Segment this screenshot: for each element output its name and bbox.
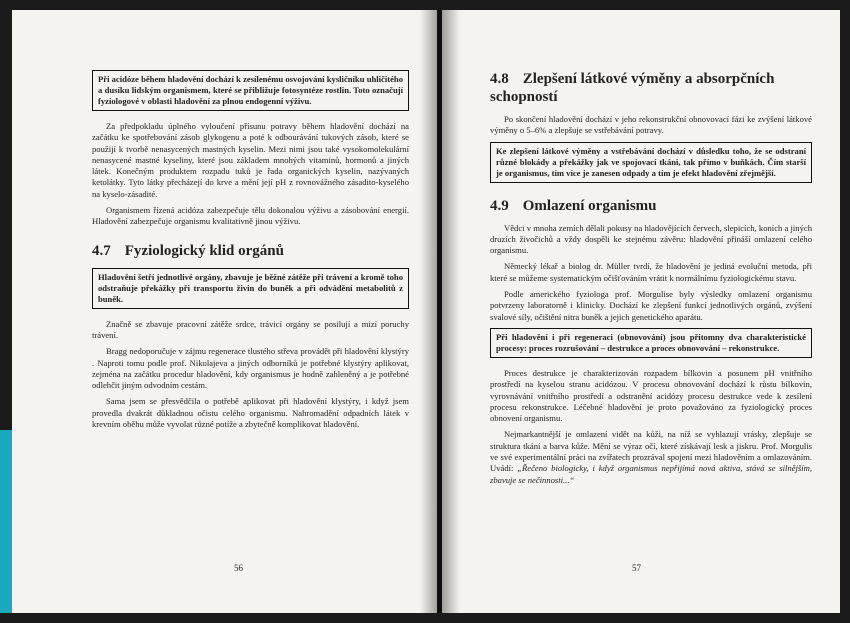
highlight-box: Při hladovění i při regeneraci (obnovování) jsou přítomny dva charakteristické procesy: proces rozrušování – destrukce a proces obnovování – rekonstrukce. (490, 328, 812, 358)
section-title: Zlepšení látkové výměny a absorpčních schopností (490, 71, 775, 105)
section-title: Omlazení organismu (522, 197, 657, 214)
section-heading (92, 242, 409, 260)
left-page (12, 10, 437, 613)
highlight-box: Při acidóze během hladovění dochází k zesílenému osvojování kysličníku uhličitého a dusíku lidským organismem, které se přibližuje fotosyntéze rostlin. Toto označují fyziologové v oblasti hladovění za plnou endogenní výživu. (92, 70, 409, 111)
right-page (442, 10, 840, 613)
highlight-box: Hladovění šetří jednotlivé orgány, zbavuje je běžné zátěže při trávení a kromě toho odstraňuje překážky při transportu živin do buněk a při odvádění metabolitů z buněk. (92, 268, 409, 309)
quote: „Řečeno biologicky, i když organismus nepřijímá nová aktiva, stává se silnějším, zbavuje se nečinnosti...“ (490, 463, 812, 485)
section-number: 4.9 (490, 197, 509, 214)
paragraph: Značně se zbavuje pracovní zátěže srdce, trávicí orgány se posilují a mizí poruchy trávení. (92, 318, 409, 340)
paragraph (490, 429, 812, 485)
page-number: 57 (632, 563, 641, 573)
paragraph: Organismem řízená acidóza zabezpečuje tělu dokonalou výživu a zásobování energií. Hladovění zabezpečuje organismu kvalitativně jinou výživu. (92, 205, 409, 227)
section-heading (490, 70, 812, 106)
paragraph: Podle amerického fyziologa prof. Morgulise byly výsledky omlazení organismu potvrzeny laboratorně i klinicky. Dochází ke zlepšení funkcí jednotlivých orgánů, zvýšení svalové síly, očištění nitra buněk a jejich genetického aparátu. (490, 289, 812, 322)
section-heading (490, 197, 812, 215)
paragraph: Vědci v mnoha zemích dělali pokusy na hladovějících červech, slepicích, koních a jiných druzích živočichů a vždy dospěli ke stejnému závěru: hladovění přináší omlazení celého organismu. (490, 222, 812, 256)
paragraph: Proces destrukce je charakterizován rozpadem bílkovin a posunem pH vnitřního prostředí na kyselou stranu acidózou. V procesu obnovování dochází k růstu bílkovin, vyrovnávání vnitřního prostředí a odstranění acidózy procesu destrukce vede k zesílení procesu rekonstrukce. Léčebné hladovění je proto považováno za fyziologický proces obnovení organismu. (490, 367, 812, 424)
paragraph: Sama jsem se přesvědčila o potřebě aplikovat při hladovění klystýry, i když jsem provedla dvakrát důkladnou očistu celého organismu. Nahromadění odpadních látek v krevním oběhu může vyvolat různé potíže a zbytečně komplikovat hladovění. (92, 396, 409, 430)
paragraph-text: Nejmarkantnější je omlazení vidět na kůži, na níž se vyhlazují vrásky, zlepšuje se struktura tkání a barva kůže. Mění se výraz očí, které získávají lesk a jiskru. Prof. Morgulis ve své experimentální práci na zvířatech prozrával spojení mezi hladověním a omlazováním. Uvádí: (490, 429, 812, 474)
highlight-box: Ke zlepšení látkové výměny a vstřebávání dochází v důsledku toho, že se odstraní různé blokády a překážky jak ve spojovací tkáni, tak přímo v buňkách. Čím starší je organismus, tím více je zanesen odpady a tím je efekt hladovění zřejmější. (490, 142, 812, 183)
section-number: 4.7 (92, 242, 111, 259)
paragraph: Bragg nedoporučuje v zájmu regenerace tlustého střeva provádět při hladovění klystýry . Naproti tomu podle prof. Nikolajeva a jiných odborníků je potřebné klystýry aplikovat, zejména na začátku procedur hladovění, kdy organismus je hodně zahleněný a je potřebné odlehčit jiným odvodním cestám. (92, 346, 409, 391)
section-title: Fyziologický klid orgánů (124, 242, 284, 259)
section-number: 4.8 (490, 71, 509, 87)
paragraph: Německý lékař a biolog dr. Müller tvrdí, že hladovění je jediná evoluční metoda, při které se můžeme systematickým očišťováním vrátit k normálnímu fyziologickému stavu. (490, 261, 812, 283)
paragraph: Po skončení hladovění dochází v jeho rekonstrukční obnovovací fázi ke zvýšení látkové výměny o 5–6% a zlepšuje se vstřebávání potravy. (490, 114, 812, 136)
paragraph: Za předpokladu úplného vyloučení přísunu potravy během hladovění dochází na začátku ke spotřebování zásob glykogenu a poté k odbourávání tukových zásob, které se použijí k tvorbě nenasycených mastných kyselin. Mezi nimi jsou také vysokomolekulární nenasycené mastné kyseliny, které jsou základem mnohých vitaminů, hormonů a jiných látek. Konečným produktem rozpadu tuků je řada organických kyselin, nazývaných ketolátky. Tyto látky přecházejí do krve a mění její pH z rovnovážného zásadito-kyselého na kyselo-zásadité. (92, 121, 409, 199)
page-number: 56 (234, 563, 243, 573)
